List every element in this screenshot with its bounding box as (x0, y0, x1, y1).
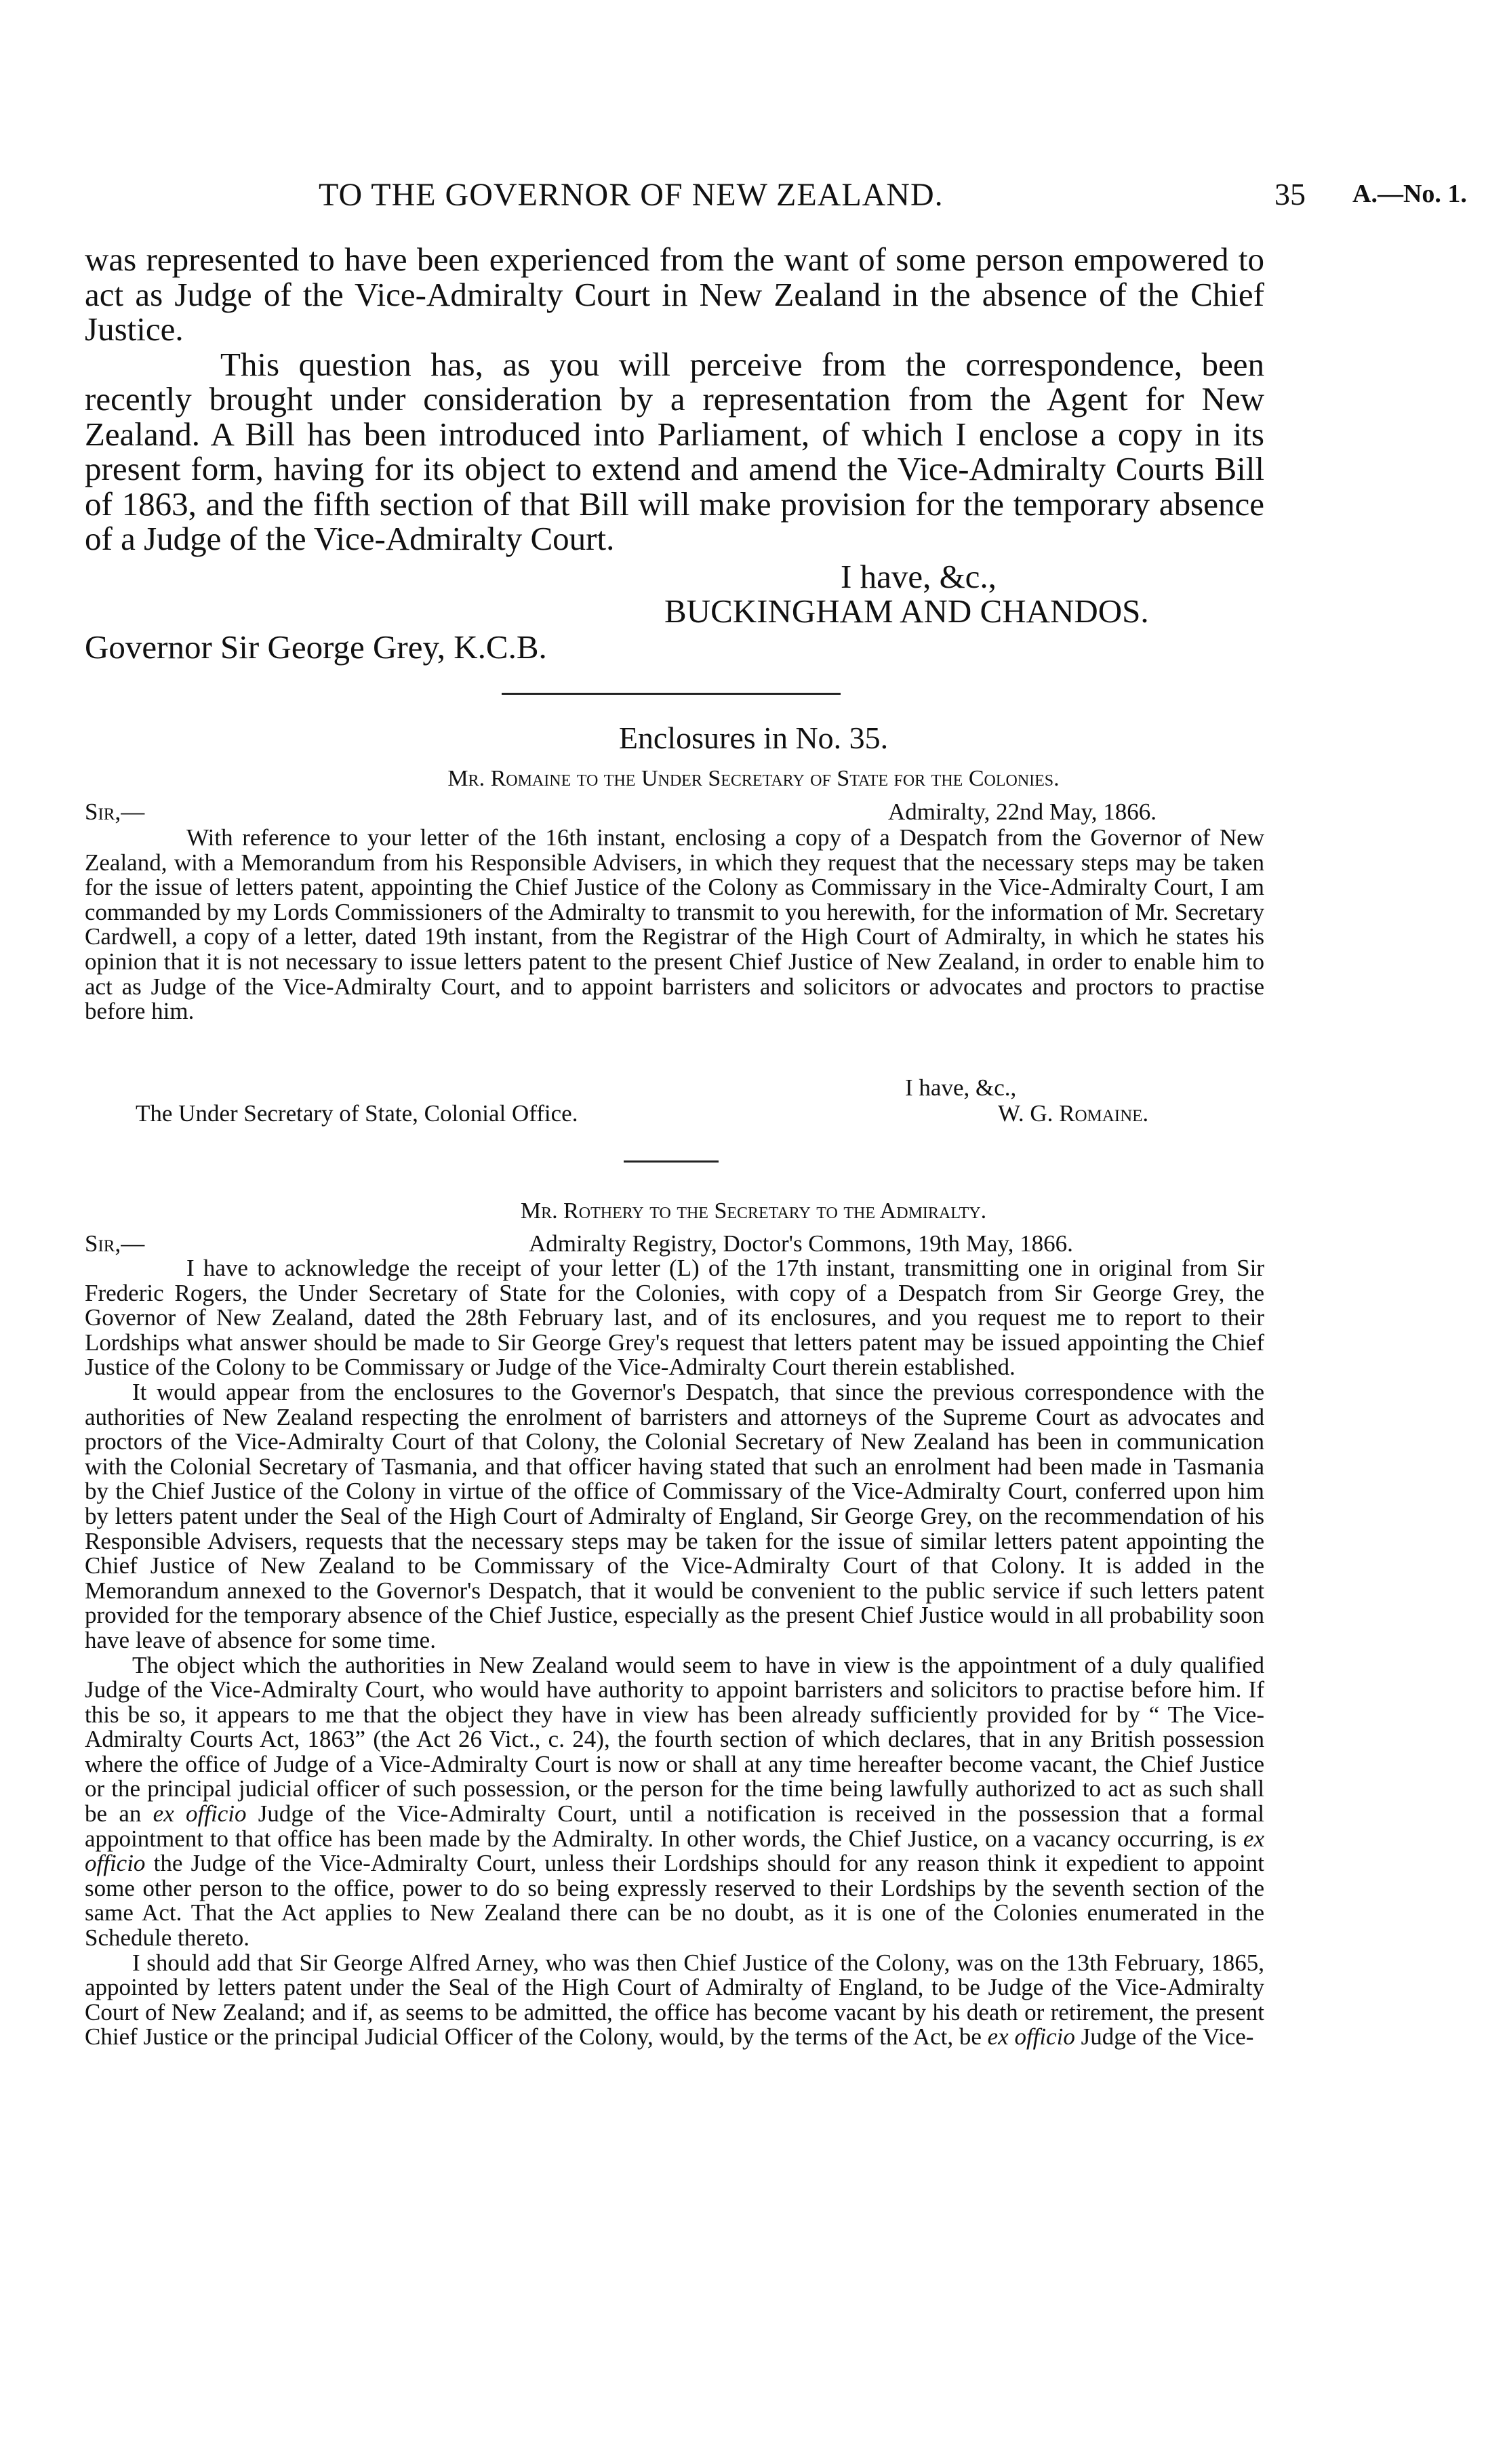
enclosure-paragraph (85, 1653, 1264, 1951)
paragraph-text: the Judge of the Vice-Admiralty Court, unless their Lordships should for any reason think it expedient to appoint some other person to the office, power to do so being expressly reserved to their Lordships by the seventh section of the same Act. That the Act applies to New Zealand there can be no doubt, as it is one of the Colonies enumerated in the Schedule thereto. (85, 1850, 1265, 1952)
enclosure-2-dateline: Admiralty Registry, Doctor's Commons, 19th May, 1866. (529, 1230, 1073, 1257)
paragraph-text: Judge of the Vice- (1081, 2023, 1254, 2051)
enclosure-paragraph: It would appear from the enclosures to the Governor's Despatch, that since the previous correspondence with the authorities of New Zealand respecting the enrolment of barristers and attorneys of the Supreme Court as advocates and proctors of the Vice-Admiralty Court of that Colony, the Colonial Secretary of New Zealand has been in communication with the Colonial Secretary of Tasmania, and that officer having stated that such an enrolment had been made in Tasmania by the Chief Justice of the Colony in virtue of the office of Commissary of the Vice-Admiralty Court, conferred upon him by letters patent under the Seal of the High Court of Admiralty of England, Sir George Grey, on the recommendation of his Responsible Advisers, requests that the necessary steps may be taken for the issue of similar letters patent appointing the Chief Justice of New Zealand to be Commissary of the Vice-Admiralty Court of that Colony. It is added in the Memorandum annexed to the Governor's Despatch, that it would be convenient to the public service if such letters patent provided for the temporary absence of the Chief Justice, especially as the present Chief Justice would in all probability soon have leave of absence for some time. (85, 1378, 1264, 1653)
enclosure-paragraph: With reference to your letter of the 16th instant, enclosing a copy of a Despatch from the Governor of New Zealand, with a Memorandum from his Responsible Advisers, in which they request that the necessary steps may be taken for the issue of letters patent, appointing the Chief Justice of the Colony as Commissary in the Vice-Admiralty Court, I am commanded by my Lords Commissioners of the Admiralty to transmit to you herewith, for the information of Mr. Secretary Cardwell, a copy of a letter, dated 19th instant, from the Registrar of the High Court of Admiralty, in which he states his opinion that it is not necessary to issue letters patent to the present Chief Justice of New Zealand, in order to enable him to act as Judge of the Vice-Admiralty Court, and to appoint barristers and solicitors or advocates and proctors to practise before him. (85, 824, 1264, 1025)
enclosures-heading: Enclosures in No. 35. (618, 721, 889, 755)
enclosure-1-salutation: Sir,— (85, 799, 145, 825)
letter-closing: I have, &c., (841, 558, 997, 595)
italic-term: ex officio (987, 2023, 1075, 2051)
enclosure-1-dateline: Admiralty, 22nd May, 1866. (888, 799, 1157, 825)
letter-paragraph: was represented to have been experienced from the want of some person empowered to act as Judge of the Vice-Admiralty Court in New Zealand in the absence of the Chief Justice. (85, 241, 1264, 348)
paragraph-text: Judge of the Vice-Admiralty Court, until a notification is received in the possession that a formal appointment to that office has been made by the Admiralty. In other words, the Chief Justice, on a vacancy occurring, is (85, 1800, 1264, 1852)
document-reference: A.—No. 1. (1352, 180, 1467, 208)
paragraph-text: I should add that Sir George Alfred Arney, who was then Chief Justice of the Colony, was on the 13th February, 1865, appointed by letters patent under the Seal of the High Court of Admiralty of England, to be Judge of the Vice-Admiralty Court of New Zealand; and if, as seems to be admitted, the office has become vacant by his death or retirement, the present Chief Justice or the principal Judicial Officer of the Colony, would, by the terms of the Act, be (85, 1949, 1264, 2051)
enclosure-1-signature: W. G. Romaine. (998, 1100, 1149, 1127)
letter-addressee: Governor Sir George Grey, K.C.B. (85, 628, 547, 666)
enclosure-2-salutation: Sir,— (85, 1230, 145, 1257)
section-divider (502, 693, 841, 695)
enclosure-2-body (85, 1256, 1264, 2050)
letter-body (85, 242, 1264, 557)
enclosure-1-addressee: The Under Secretary of State, Colonial Office. (136, 1100, 578, 1127)
italic-term: ex officio (85, 1825, 1264, 1877)
running-title: TO THE GOVERNOR OF NEW ZEALAND. (319, 177, 944, 213)
enclosure-1-body (85, 826, 1264, 1024)
paragraph-text: The object which the authorities in New Zealand would seem to have in view is the appointment of a duly qualified Judge of the Vice-Admiralty Court, who would have authority to appoint barristers and solicitors to practise before him. If this be so, it appears to me that the object they have in view has been already sufficiently provided for by “ The Vice-Admiralty Courts Act, 1863” (the Act 26 Vict., c. 24), the fourth section of which declares, that in any British possession where the office of Judge of a Vice-Admiralty Court is now or shall at any time hereafter become vacant, the Chief Justice or the principal judicial officer of such possession, or the person for the time being lawfully authorized to act as such shall be an (85, 1651, 1264, 1827)
enclosure-2-title: Mr. Rothery to the Secretary to the Admiralty. (520, 1198, 987, 1224)
page-number: 35 (1274, 177, 1306, 211)
letter-signature: BUCKINGHAM AND CHANDOS. (664, 592, 1149, 630)
italic-term: ex officio (153, 1800, 247, 1827)
enclosure-paragraph: I have to acknowledge the receipt of your letter (L) of the 17th instant, transmitting one in original from Sir Frederic Rogers, the Under Secretary of State for the Colonies, with copy of a Despatch from Sir George Grey, the Governor of New Zealand, dated the 28th February last, and of its enclosures, and you request me to report to their Lordships what answer should be made to Sir George Grey's request that letters patent may be issued appointing the Chief Justice of the Colony to be Commissary or Judge of the Vice-Admiralty Court therein established. (85, 1255, 1264, 1381)
enclosure-paragraph (85, 1951, 1264, 2050)
enclosure-1-closing: I have, &c., (905, 1074, 1017, 1101)
letter-paragraph: This question has, as you will perceive from the correspondence, been recently brought under consideration by a representation from the Agent for New Zealand. A Bill has been introduced into Parliament, of which I enclose a copy in its present form, having for its object to extend and amend the Vice-Admiralty Courts Bill of 1863, and the fifth section of that Bill will make provision for the temporary absence of a Judge of the Vice-Admiralty Court. (85, 345, 1264, 557)
running-header (0, 176, 1507, 217)
enclosure-1-title: Mr. Romaine to the Under Secretary of State for the Colonies. (447, 766, 1060, 791)
section-divider (624, 1160, 719, 1163)
